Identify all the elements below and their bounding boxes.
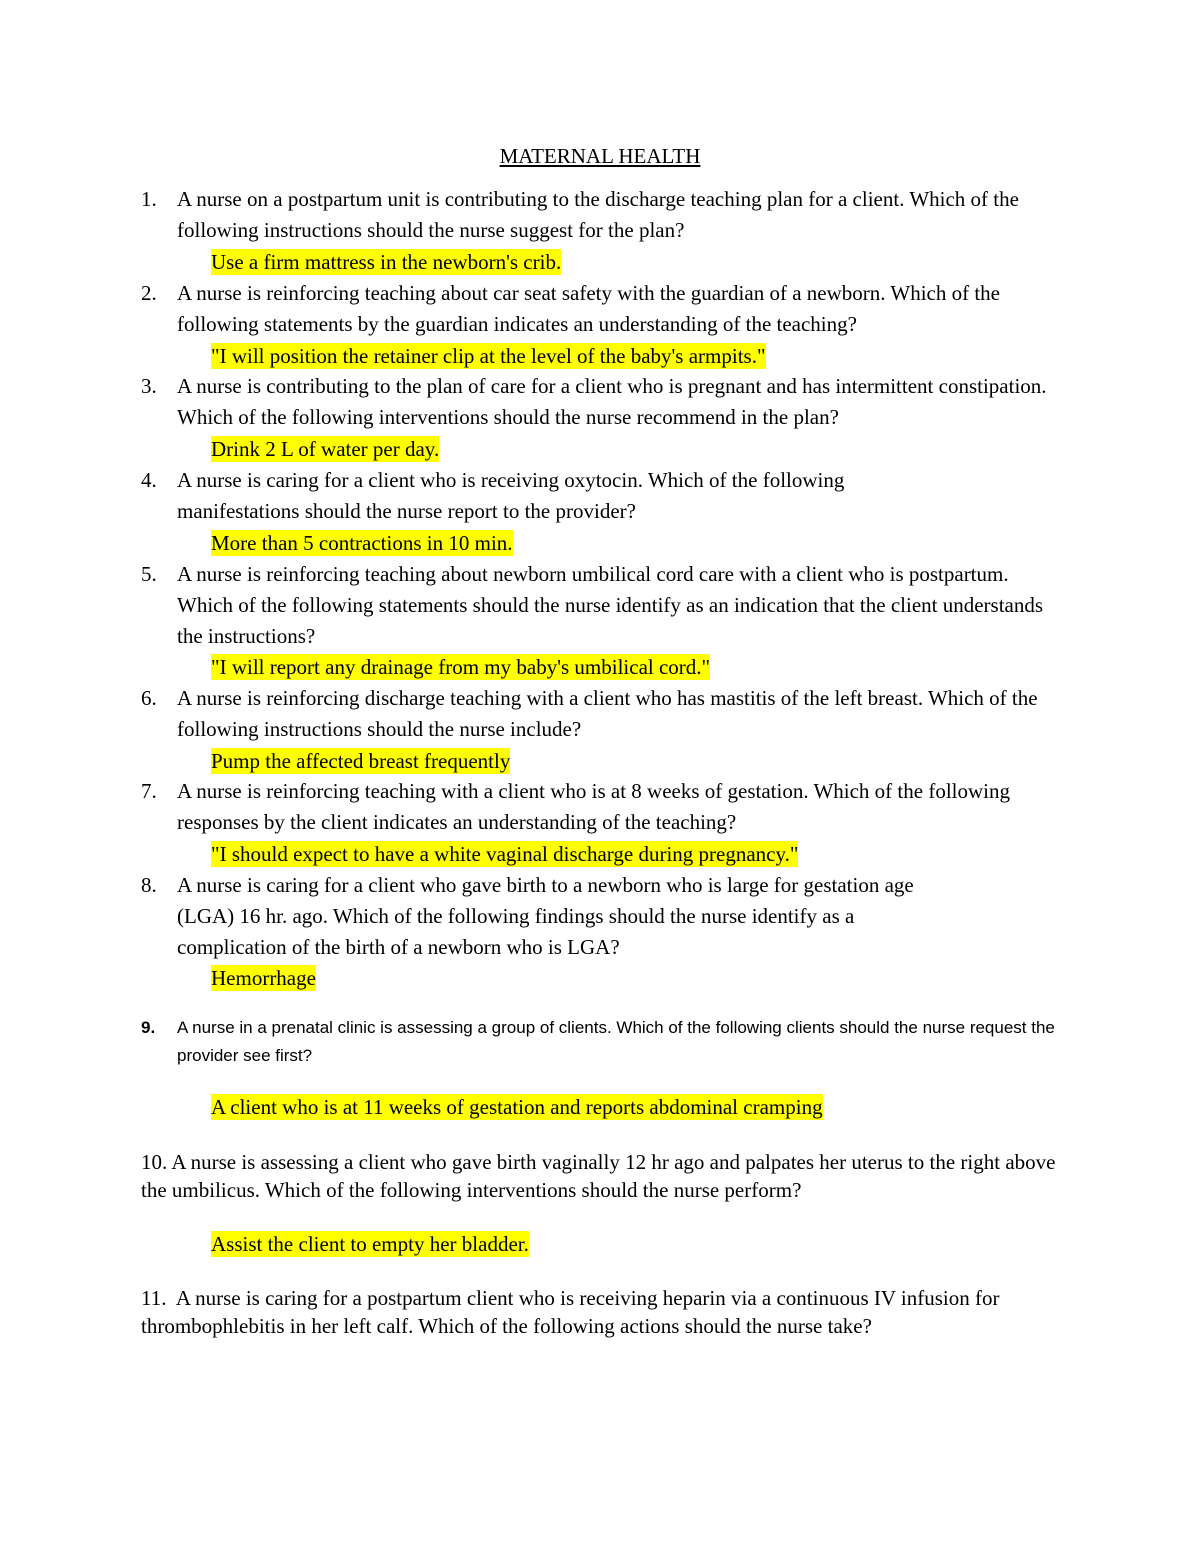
answer-highlight: "I should expect to have a white vaginal discharge during pregnancy." — [211, 842, 799, 866]
question-number: 5. — [141, 562, 157, 586]
question-text: A nurse is reinforcing teaching about car seat safety with the guardian of a newborn. Which of the following statements by the guardian indicates an understanding of the teaching? — [177, 281, 1000, 336]
question-text: A nurse is caring for a postpartum client who is receiving heparin via a continuous IV infusion for thrombophlebitis in her left calf. Which of the following actions should the nurse take? — [141, 1286, 1000, 1338]
question-text: A nurse is caring for a client who gave birth to a newborn who is large for gestation age (LGA) 16 hr. ago. Which of the following findings should the nurse identify as a complication of the birth of a newborn who is LGA? — [177, 873, 914, 959]
question-number: 6. — [141, 686, 157, 710]
document-title: MATERNAL HEALTH — [499, 144, 701, 168]
question-text: A nurse is caring for a client who is receiving oxytocin. Which of the following manifestations should the nurse report to the provider? — [177, 468, 845, 523]
answer-highlight: "I will position the retainer clip at the level of the baby's armpits." — [211, 344, 766, 368]
answer-highlight: Use a firm mattress in the newborn's crib. — [211, 250, 562, 274]
question-number: 9. — [141, 1018, 156, 1037]
question-number: 1. — [141, 187, 157, 211]
question-text: A nurse is contributing to the plan of care for a client who is pregnant and has intermittent constipation. Which of the following interventions should the nurse recommend in the plan? — [177, 374, 1047, 429]
question-number: 3. — [141, 374, 157, 398]
question-text: A nurse is reinforcing teaching about newborn umbilical cord care with a client who is postpartum. Which of the following statements should the nurse identify as an indication that the client understands the instructions? — [177, 562, 1044, 648]
question-item — [141, 1284, 1061, 1340]
answer-highlight: A client who is at 11 weeks of gestation and reports abdominal cramping — [211, 1095, 823, 1119]
question-text: A nurse is reinforcing teaching with a client who is at 8 weeks of gestation. Which of the following responses by the client indicates an understanding of the teaching? — [177, 779, 1010, 834]
question-number: 7. — [141, 779, 157, 803]
answer-highlight: Drink 2 L of water per day. — [211, 437, 440, 461]
answer-highlight: Pump the affected breast frequently — [211, 749, 511, 773]
answer-highlight: Assist the client to empty her bladder. — [211, 1232, 529, 1256]
answer-highlight: Hemorrhage — [211, 966, 316, 990]
question-number: 2. — [141, 281, 157, 305]
question-number: 11. — [141, 1286, 167, 1310]
question-number: 8. — [141, 873, 157, 897]
answer-highlight: "I will report any drainage from my baby's umbilical cord." — [211, 655, 711, 679]
question-text: A nurse on a postpartum unit is contributing to the discharge teaching plan for a client. Which of the following instructions should the nurse suggest for the plan? — [177, 187, 1019, 242]
question-item — [141, 1148, 1061, 1204]
question-text: A nurse is assessing a client who gave birth vaginally 12 hr ago and palpates her uterus to the right above the umbilicus. Which of the following interventions should the nurse perform? — [141, 1150, 1056, 1202]
question-number: 4. — [141, 468, 157, 492]
answer-highlight: More than 5 contractions in 10 min. — [211, 531, 513, 555]
question-text: A nurse in a prenatal clinic is assessing a group of clients. Which of the following clients should the nurse request the provider see first? — [177, 1018, 1055, 1065]
question-number: 10. — [141, 1150, 168, 1174]
question-text: A nurse is reinforcing discharge teaching with a client who has mastitis of the left breast. Which of the following instructions should the nurse include? — [177, 686, 1038, 741]
